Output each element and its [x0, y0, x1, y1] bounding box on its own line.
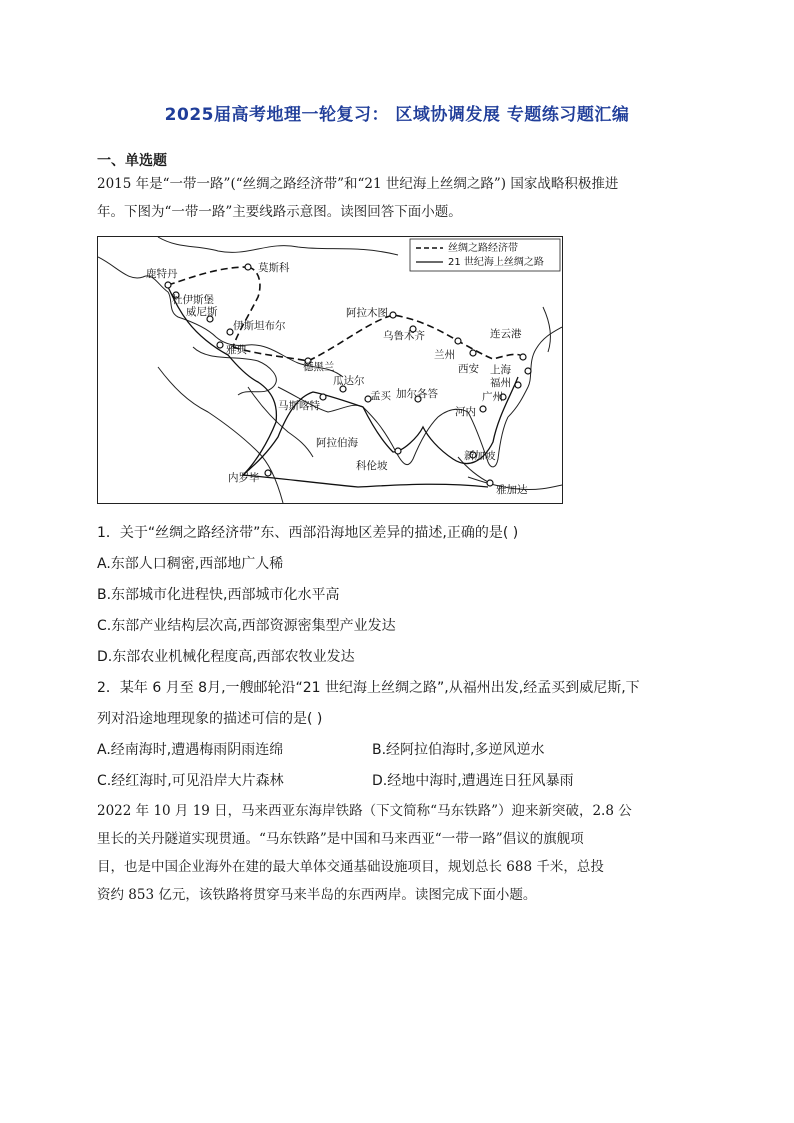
city-dot-fuzhou — [515, 382, 521, 388]
label-istanbul: 伊斯坦布尔 — [233, 320, 286, 332]
label-lianyungang: 连云港 — [490, 328, 522, 340]
north-coast — [158, 237, 398, 255]
label-guangzhou: 广州 — [482, 391, 503, 403]
city-dot-xian — [470, 350, 476, 356]
label-shanghai: 上海 — [490, 364, 511, 376]
map-drawing — [98, 237, 562, 503]
label-almaty: 阿拉木图 — [346, 307, 388, 319]
city-dot-nairobi — [265, 470, 271, 476]
intro2-paragraph — [97, 797, 697, 909]
question-1-option-b[interactable]: B.东部城市化进程快,西部城市化水平高 — [97, 587, 340, 603]
label-muscat: 马斯喀特 — [278, 400, 320, 412]
label-venice: 威尼斯 — [186, 306, 218, 318]
question-2-option-b[interactable]: B.经阿拉伯海时,多逆风逆水 — [372, 742, 545, 758]
label-gwadar: 瓜达尔 — [333, 375, 365, 387]
label-rotterdam: 鹿特丹 — [146, 268, 178, 280]
label-singapore: 新加坡 — [464, 450, 496, 462]
label-fuzhou: 福州 — [490, 377, 511, 389]
city-dot-athens — [217, 342, 223, 348]
label-duisburg: 杜伊斯堡 — [172, 294, 214, 306]
label-jakarta: 雅加达 — [496, 484, 528, 496]
city-dot-lianyungang — [520, 354, 526, 360]
question-2-stem: 2．某年 6 月至 8月,一艘邮轮沿“21 世纪海上丝绸之路”,从福州出发,经孟买到威尼斯,下 — [97, 680, 640, 696]
label-xian: 西安 — [458, 363, 479, 375]
intro2-line-1: 2022 年 10 月 19 日，马来西亚东海岸铁路（下文简称“马东铁路”）迎来新突破，2.8 公 — [97, 803, 632, 819]
city-dot-rotterdam — [165, 282, 171, 288]
belt-road-map — [97, 236, 563, 504]
label-colombo: 科伦坡 — [356, 460, 388, 472]
city-dot-shanghai — [525, 368, 531, 374]
question-1-stem: 1．关于“丝绸之路经济带”东、西部沿海地区差异的描述,正确的是( ) — [97, 525, 519, 541]
label-arabian-sea: 阿拉伯海 — [316, 437, 358, 449]
label-hanoi: 河内 — [455, 406, 476, 418]
city-dot-lanzhou — [455, 338, 461, 344]
city-dot-hanoi — [480, 406, 486, 412]
city-dot-jakarta — [487, 480, 493, 486]
intro2-line-2: 里长的关丹隧道实现贯通。“马东铁路”是中国和马来西亚“一带一路”倡议的旗舰项 — [97, 831, 584, 847]
intro2-line-3: 目，也是中国企业海外在建的最大单体交通基础设施项目，规划总长 688 千米，总投 — [97, 859, 604, 875]
question-1-option-c[interactable]: C.东部产业结构层次高,西部资源密集型产业发达 — [97, 618, 396, 634]
city-dot-almaty — [390, 312, 396, 318]
question-2-option-c[interactable]: C.经红海时,可见沿岸大片森林 — [97, 773, 284, 789]
label-moscow: 莫斯科 — [258, 262, 290, 274]
intro-line-1: 2015 年是“一带一路”(“丝绸之路经济带”和“21 世纪海上丝绸之路”) 国家战略积极推进 — [97, 176, 619, 192]
intro2-line-4: 资约 853 亿元，该铁路将贯穿马来半岛的东西两岸。读图完成下面小题。 — [97, 887, 537, 903]
china-coast — [508, 327, 562, 417]
city-dot-colombo — [395, 448, 401, 454]
map-legend — [410, 239, 560, 271]
intro-line-2: 年。下图为“一带一路”主要线路示意图。读图回答下面小题。 — [97, 204, 462, 220]
japan-coast — [543, 307, 550, 352]
label-tehran: 德黑兰 — [303, 361, 335, 373]
question-2-option-d[interactable]: D.经地中海时,遭遇连日狂风暴雨 — [372, 773, 574, 789]
question-1-option-a[interactable]: A.东部人口稠密,西部地广人稀 — [97, 556, 284, 572]
label-mumbai: 孟买 — [370, 390, 391, 402]
label-athens: 雅典 — [226, 344, 247, 356]
city-dot-moscow — [245, 264, 251, 270]
page-title: 2025届高考地理一轮复习： 区域协调发展 专题练习题汇编 — [164, 105, 630, 125]
question-2-stem-line-2: 列对沿途地理现象的描述可信的是( ) — [97, 711, 323, 727]
india-coast — [363, 407, 468, 465]
question-1-option-d[interactable]: D.东部农业机械化程度高,西部农牧业发达 — [97, 649, 355, 665]
label-kolkata: 加尔各答 — [396, 388, 438, 400]
intro-paragraph — [97, 170, 697, 226]
label-lanzhou: 兰州 — [434, 349, 455, 361]
section-heading: 一、单选题 — [97, 153, 167, 169]
city-dot-muscat — [320, 394, 326, 400]
legend-sea-route: 21 世纪海上丝绸之路 — [448, 257, 544, 268]
question-2-option-a[interactable]: A.经南海时,遭遇梅雨阴雨连绵 — [97, 742, 284, 758]
legend-land-route: 丝绸之路经济带 — [448, 243, 518, 254]
label-urumqi: 乌鲁木齐 — [383, 330, 425, 342]
label-nairobi: 内罗毕 — [228, 472, 260, 484]
